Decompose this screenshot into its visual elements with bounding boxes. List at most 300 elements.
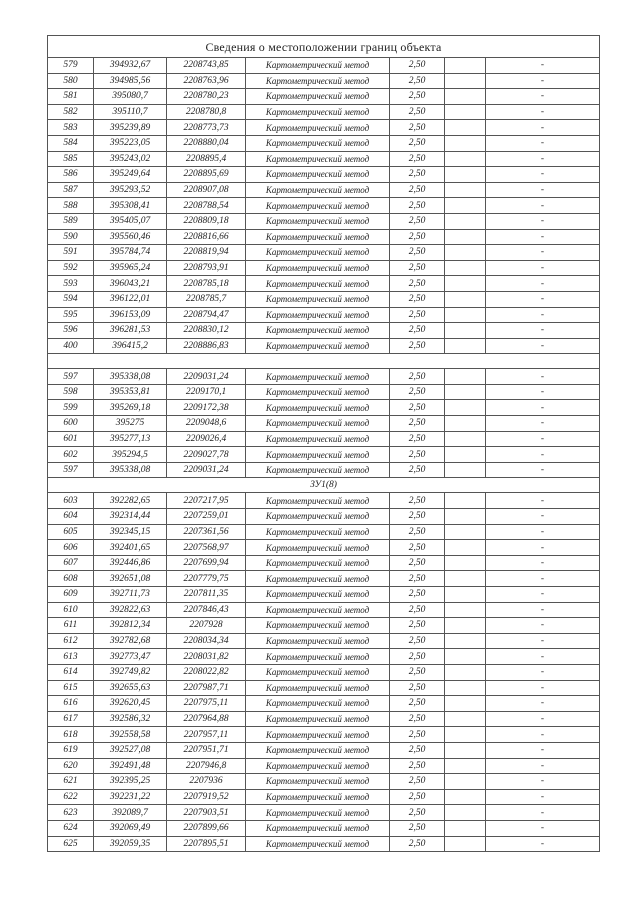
x-coordinate-cell: 395294,5 (94, 447, 167, 463)
accuracy-cell: 2,50 (390, 89, 445, 105)
accuracy-cell: 2,50 (390, 680, 445, 696)
y-coordinate-cell: 2208773,73 (167, 120, 246, 136)
method-cell: Картометрический метод (246, 431, 390, 447)
point-number-cell: 617 (48, 711, 94, 727)
table-row (48, 774, 600, 790)
description-cell: - (486, 587, 600, 603)
table-row (48, 369, 600, 385)
extra-cell (445, 384, 486, 400)
method-cell: Картометрический метод (246, 555, 390, 571)
accuracy-cell: 2,50 (390, 633, 445, 649)
accuracy-cell: 2,50 (390, 323, 445, 339)
table-row (48, 509, 600, 525)
extra-cell (445, 431, 486, 447)
extra-cell (445, 540, 486, 556)
table-row (48, 213, 600, 229)
method-cell: Картометрический метод (246, 540, 390, 556)
table-row (48, 462, 600, 478)
point-number-cell: 601 (48, 431, 94, 447)
extra-cell (445, 447, 486, 463)
accuracy-cell: 2,50 (390, 618, 445, 634)
x-coordinate-cell: 395405,07 (94, 213, 167, 229)
extra-cell (445, 649, 486, 665)
method-cell: Картометрический метод (246, 291, 390, 307)
method-cell: Картометрический метод (246, 649, 390, 665)
extra-cell (445, 229, 486, 245)
accuracy-cell: 2,50 (390, 384, 445, 400)
extra-cell (445, 742, 486, 758)
method-cell: Картометрический метод (246, 229, 390, 245)
description-cell: - (486, 151, 600, 167)
point-number-cell: 618 (48, 727, 94, 743)
x-coordinate-cell: 392069,49 (94, 820, 167, 836)
extra-cell (445, 260, 486, 276)
point-number-cell: 583 (48, 120, 94, 136)
y-coordinate-cell: 2207568,97 (167, 540, 246, 556)
method-cell: Картометрический метод (246, 836, 390, 852)
description-cell: - (486, 198, 600, 214)
method-cell: Картометрический метод (246, 213, 390, 229)
point-number-cell: 590 (48, 229, 94, 245)
x-coordinate-cell: 395080,7 (94, 89, 167, 105)
x-coordinate-cell: 395249,64 (94, 167, 167, 183)
point-number-cell: 597 (48, 462, 94, 478)
table-title: Сведения о местоположении границ объекта (48, 36, 600, 58)
method-cell: Картометрический метод (246, 447, 390, 463)
y-coordinate-cell: 2208895,4 (167, 151, 246, 167)
table-row (48, 167, 600, 183)
description-cell: - (486, 260, 600, 276)
point-number-cell: 582 (48, 104, 94, 120)
table-row (48, 447, 600, 463)
x-coordinate-cell: 392586,32 (94, 711, 167, 727)
y-coordinate-cell: 2207259,01 (167, 509, 246, 525)
accuracy-cell: 2,50 (390, 820, 445, 836)
point-number-cell: 596 (48, 323, 94, 339)
description-cell: - (486, 291, 600, 307)
y-coordinate-cell: 2207928 (167, 618, 246, 634)
table-row (48, 649, 600, 665)
table-row (48, 384, 600, 400)
method-cell: Картометрический метод (246, 571, 390, 587)
point-number-cell: 588 (48, 198, 94, 214)
point-number-cell: 609 (48, 587, 94, 603)
table-row (48, 571, 600, 587)
extra-cell (445, 338, 486, 354)
x-coordinate-cell: 394932,67 (94, 58, 167, 74)
y-coordinate-cell: 2208793,91 (167, 260, 246, 276)
point-number-cell: 612 (48, 633, 94, 649)
description-cell: - (486, 602, 600, 618)
accuracy-cell: 2,50 (390, 167, 445, 183)
accuracy-cell: 2,50 (390, 431, 445, 447)
description-cell: - (486, 571, 600, 587)
method-cell: Картометрический метод (246, 338, 390, 354)
extra-cell (445, 58, 486, 74)
table-row (48, 540, 600, 556)
method-cell: Картометрический метод (246, 58, 390, 74)
x-coordinate-cell: 392812,34 (94, 618, 167, 634)
document-sheet (47, 35, 599, 852)
method-cell: Картометрический метод (246, 774, 390, 790)
y-coordinate-cell: 2207946,8 (167, 758, 246, 774)
description-cell: - (486, 400, 600, 416)
accuracy-cell: 2,50 (390, 789, 445, 805)
extra-cell (445, 680, 486, 696)
extra-cell (445, 509, 486, 525)
method-cell: Картометрический метод (246, 618, 390, 634)
accuracy-cell: 2,50 (390, 58, 445, 74)
x-coordinate-cell: 392089,7 (94, 805, 167, 821)
table-row (48, 260, 600, 276)
x-coordinate-cell: 395277,13 (94, 431, 167, 447)
method-cell: Картометрический метод (246, 696, 390, 712)
x-coordinate-cell: 395308,41 (94, 198, 167, 214)
point-number-cell: 586 (48, 167, 94, 183)
point-number-cell: 611 (48, 618, 94, 634)
y-coordinate-cell: 2208895,69 (167, 167, 246, 183)
point-number-cell: 579 (48, 58, 94, 74)
x-coordinate-cell: 392491,48 (94, 758, 167, 774)
method-cell: Картометрический метод (246, 416, 390, 432)
table-row (48, 229, 600, 245)
description-cell: - (486, 104, 600, 120)
table-row (48, 696, 600, 712)
x-coordinate-cell: 392345,15 (94, 524, 167, 540)
point-number-cell: 623 (48, 805, 94, 821)
description-cell: - (486, 58, 600, 74)
x-coordinate-cell: 396153,09 (94, 307, 167, 323)
extra-cell (445, 633, 486, 649)
extra-cell (445, 789, 486, 805)
table-row (48, 664, 600, 680)
accuracy-cell: 2,50 (390, 493, 445, 509)
x-coordinate-cell: 395338,08 (94, 369, 167, 385)
method-cell: Картометрический метод (246, 805, 390, 821)
point-number-cell: 622 (48, 789, 94, 805)
extra-cell (445, 493, 486, 509)
method-cell: Картометрический метод (246, 323, 390, 339)
point-number-cell: 625 (48, 836, 94, 852)
method-cell: Картометрический метод (246, 509, 390, 525)
x-coordinate-cell: 392773,47 (94, 649, 167, 665)
table-row (48, 555, 600, 571)
extra-cell (445, 400, 486, 416)
accuracy-cell: 2,50 (390, 509, 445, 525)
description-cell: - (486, 323, 600, 339)
description-cell: - (486, 618, 600, 634)
x-coordinate-cell: 395338,08 (94, 462, 167, 478)
table-row (48, 836, 600, 852)
description-cell: - (486, 89, 600, 105)
extra-cell (445, 836, 486, 852)
y-coordinate-cell: 2207699,94 (167, 555, 246, 571)
accuracy-cell: 2,50 (390, 198, 445, 214)
y-coordinate-cell: 2207899,66 (167, 820, 246, 836)
method-cell: Картометрический метод (246, 198, 390, 214)
point-number-cell: 613 (48, 649, 94, 665)
extra-cell (445, 135, 486, 151)
description-cell: - (486, 73, 600, 89)
extra-cell (445, 182, 486, 198)
extra-cell (445, 73, 486, 89)
y-coordinate-cell: 2208743,85 (167, 58, 246, 74)
point-number-cell: 594 (48, 291, 94, 307)
extra-cell (445, 323, 486, 339)
description-cell: - (486, 774, 600, 790)
accuracy-cell: 2,50 (390, 774, 445, 790)
description-cell: - (486, 649, 600, 665)
y-coordinate-cell: 2209170,1 (167, 384, 246, 400)
table-row (48, 680, 600, 696)
method-cell: Картометрический метод (246, 462, 390, 478)
y-coordinate-cell: 2207895,51 (167, 836, 246, 852)
extra-cell (445, 245, 486, 261)
table-row (48, 416, 600, 432)
extra-cell (445, 696, 486, 712)
description-cell: - (486, 493, 600, 509)
point-number-cell: 615 (48, 680, 94, 696)
extra-cell (445, 820, 486, 836)
accuracy-cell: 2,50 (390, 555, 445, 571)
accuracy-cell: 2,50 (390, 338, 445, 354)
accuracy-cell: 2,50 (390, 369, 445, 385)
table-row (48, 89, 600, 105)
y-coordinate-cell: 2208819,94 (167, 245, 246, 261)
point-number-cell: 621 (48, 774, 94, 790)
table-row (48, 602, 600, 618)
description-cell: - (486, 416, 600, 432)
y-coordinate-cell: 2208886,83 (167, 338, 246, 354)
extra-cell (445, 555, 486, 571)
description-cell: - (486, 540, 600, 556)
x-coordinate-cell: 396281,53 (94, 323, 167, 339)
y-coordinate-cell: 2207964,88 (167, 711, 246, 727)
y-coordinate-cell: 2207987,71 (167, 680, 246, 696)
point-number-cell: 608 (48, 571, 94, 587)
description-cell: - (486, 338, 600, 354)
point-number-cell: 598 (48, 384, 94, 400)
description-cell: - (486, 711, 600, 727)
point-number-cell: 614 (48, 664, 94, 680)
table-row (48, 182, 600, 198)
description-cell: - (486, 462, 600, 478)
y-coordinate-cell: 2209027,78 (167, 447, 246, 463)
extra-cell (445, 369, 486, 385)
y-coordinate-cell: 2209026,4 (167, 431, 246, 447)
accuracy-cell: 2,50 (390, 524, 445, 540)
x-coordinate-cell: 395269,18 (94, 400, 167, 416)
extra-cell (445, 167, 486, 183)
point-number-cell: 591 (48, 245, 94, 261)
accuracy-cell: 2,50 (390, 758, 445, 774)
accuracy-cell: 2,50 (390, 587, 445, 603)
x-coordinate-cell: 395965,24 (94, 260, 167, 276)
x-coordinate-cell: 396043,21 (94, 276, 167, 292)
description-cell: - (486, 555, 600, 571)
table-row (48, 104, 600, 120)
blank-separator-row (48, 354, 600, 369)
description-cell: - (486, 742, 600, 758)
table-row (48, 742, 600, 758)
y-coordinate-cell: 2208034,34 (167, 633, 246, 649)
accuracy-cell: 2,50 (390, 229, 445, 245)
method-cell: Картометрический метод (246, 633, 390, 649)
description-cell: - (486, 758, 600, 774)
accuracy-cell: 2,50 (390, 276, 445, 292)
blank-cell (48, 354, 600, 369)
table-row (48, 245, 600, 261)
table-row (48, 524, 600, 540)
method-cell: Картометрический метод (246, 664, 390, 680)
extra-cell (445, 307, 486, 323)
boundary-table-body (48, 36, 600, 852)
method-cell: Картометрический метод (246, 789, 390, 805)
description-cell: - (486, 135, 600, 151)
table-row (48, 431, 600, 447)
extra-cell (445, 524, 486, 540)
extra-cell (445, 89, 486, 105)
description-cell: - (486, 727, 600, 743)
point-number-cell: 620 (48, 758, 94, 774)
x-coordinate-cell: 392558,58 (94, 727, 167, 743)
point-number-cell: 616 (48, 696, 94, 712)
x-coordinate-cell: 395784,74 (94, 245, 167, 261)
accuracy-cell: 2,50 (390, 711, 445, 727)
extra-cell (445, 151, 486, 167)
extra-cell (445, 758, 486, 774)
x-coordinate-cell: 392655,63 (94, 680, 167, 696)
accuracy-cell: 2,50 (390, 135, 445, 151)
table-row (48, 493, 600, 509)
x-coordinate-cell: 395293,52 (94, 182, 167, 198)
description-cell: - (486, 680, 600, 696)
y-coordinate-cell: 2208785,18 (167, 276, 246, 292)
method-cell: Картометрический метод (246, 727, 390, 743)
accuracy-cell: 2,50 (390, 540, 445, 556)
extra-cell (445, 104, 486, 120)
point-number-cell: 604 (48, 509, 94, 525)
y-coordinate-cell: 2207919,52 (167, 789, 246, 805)
table-row (48, 711, 600, 727)
extra-cell (445, 462, 486, 478)
x-coordinate-cell: 392314,44 (94, 509, 167, 525)
y-coordinate-cell: 2207951,71 (167, 742, 246, 758)
y-coordinate-cell: 2208809,18 (167, 213, 246, 229)
y-coordinate-cell: 2208022,82 (167, 664, 246, 680)
method-cell: Картометрический метод (246, 89, 390, 105)
y-coordinate-cell: 2209048,6 (167, 416, 246, 432)
method-cell: Картометрический метод (246, 369, 390, 385)
description-cell: - (486, 696, 600, 712)
table-row (48, 587, 600, 603)
method-cell: Картометрический метод (246, 587, 390, 603)
accuracy-cell: 2,50 (390, 664, 445, 680)
x-coordinate-cell: 395239,89 (94, 120, 167, 136)
description-cell: - (486, 369, 600, 385)
accuracy-cell: 2,50 (390, 260, 445, 276)
extra-cell (445, 602, 486, 618)
description-cell: - (486, 789, 600, 805)
y-coordinate-cell: 2207936 (167, 774, 246, 790)
accuracy-cell: 2,50 (390, 805, 445, 821)
point-number-cell: 602 (48, 447, 94, 463)
description-cell: - (486, 384, 600, 400)
accuracy-cell: 2,50 (390, 602, 445, 618)
table-row (48, 291, 600, 307)
method-cell: Картометрический метод (246, 307, 390, 323)
table-row (48, 151, 600, 167)
method-cell: Картометрический метод (246, 182, 390, 198)
y-coordinate-cell: 2207903,51 (167, 805, 246, 821)
x-coordinate-cell: 392782,68 (94, 633, 167, 649)
point-number-cell: 400 (48, 338, 94, 354)
x-coordinate-cell: 392282,65 (94, 493, 167, 509)
description-cell: - (486, 167, 600, 183)
table-row (48, 789, 600, 805)
table-row (48, 618, 600, 634)
x-coordinate-cell: 392231,22 (94, 789, 167, 805)
x-coordinate-cell: 392527,08 (94, 742, 167, 758)
method-cell: Картометрический метод (246, 151, 390, 167)
y-coordinate-cell: 2208907,08 (167, 182, 246, 198)
extra-cell (445, 618, 486, 634)
table-row (48, 307, 600, 323)
accuracy-cell: 2,50 (390, 649, 445, 665)
y-coordinate-cell: 2208780,23 (167, 89, 246, 105)
point-number-cell: 592 (48, 260, 94, 276)
accuracy-cell: 2,50 (390, 742, 445, 758)
y-coordinate-cell: 2208031,82 (167, 649, 246, 665)
point-number-cell: 606 (48, 540, 94, 556)
description-cell: - (486, 182, 600, 198)
y-coordinate-cell: 2207217,95 (167, 493, 246, 509)
extra-cell (445, 213, 486, 229)
method-cell: Картометрический метод (246, 120, 390, 136)
method-cell: Картометрический метод (246, 73, 390, 89)
section-header-row (48, 478, 600, 493)
x-coordinate-cell: 395560,46 (94, 229, 167, 245)
point-number-cell: 600 (48, 416, 94, 432)
x-coordinate-cell: 392401,65 (94, 540, 167, 556)
point-number-cell: 599 (48, 400, 94, 416)
table-row (48, 58, 600, 74)
method-cell: Картометрический метод (246, 104, 390, 120)
method-cell: Картометрический метод (246, 711, 390, 727)
accuracy-cell: 2,50 (390, 182, 445, 198)
section-label: ЗУ1(8) (48, 478, 600, 493)
point-number-cell: 595 (48, 307, 94, 323)
table-title-row (48, 36, 600, 58)
extra-cell (445, 291, 486, 307)
extra-cell (445, 727, 486, 743)
table-row (48, 805, 600, 821)
table-row (48, 727, 600, 743)
x-coordinate-cell: 395275 (94, 416, 167, 432)
method-cell: Картометрический метод (246, 493, 390, 509)
accuracy-cell: 2,50 (390, 104, 445, 120)
y-coordinate-cell: 2208785,7 (167, 291, 246, 307)
table-row (48, 338, 600, 354)
point-number-cell: 584 (48, 135, 94, 151)
x-coordinate-cell: 395110,7 (94, 104, 167, 120)
extra-cell (445, 120, 486, 136)
description-cell: - (486, 213, 600, 229)
x-coordinate-cell: 392651,08 (94, 571, 167, 587)
description-cell: - (486, 120, 600, 136)
point-number-cell: 597 (48, 369, 94, 385)
y-coordinate-cell: 2209031,24 (167, 369, 246, 385)
